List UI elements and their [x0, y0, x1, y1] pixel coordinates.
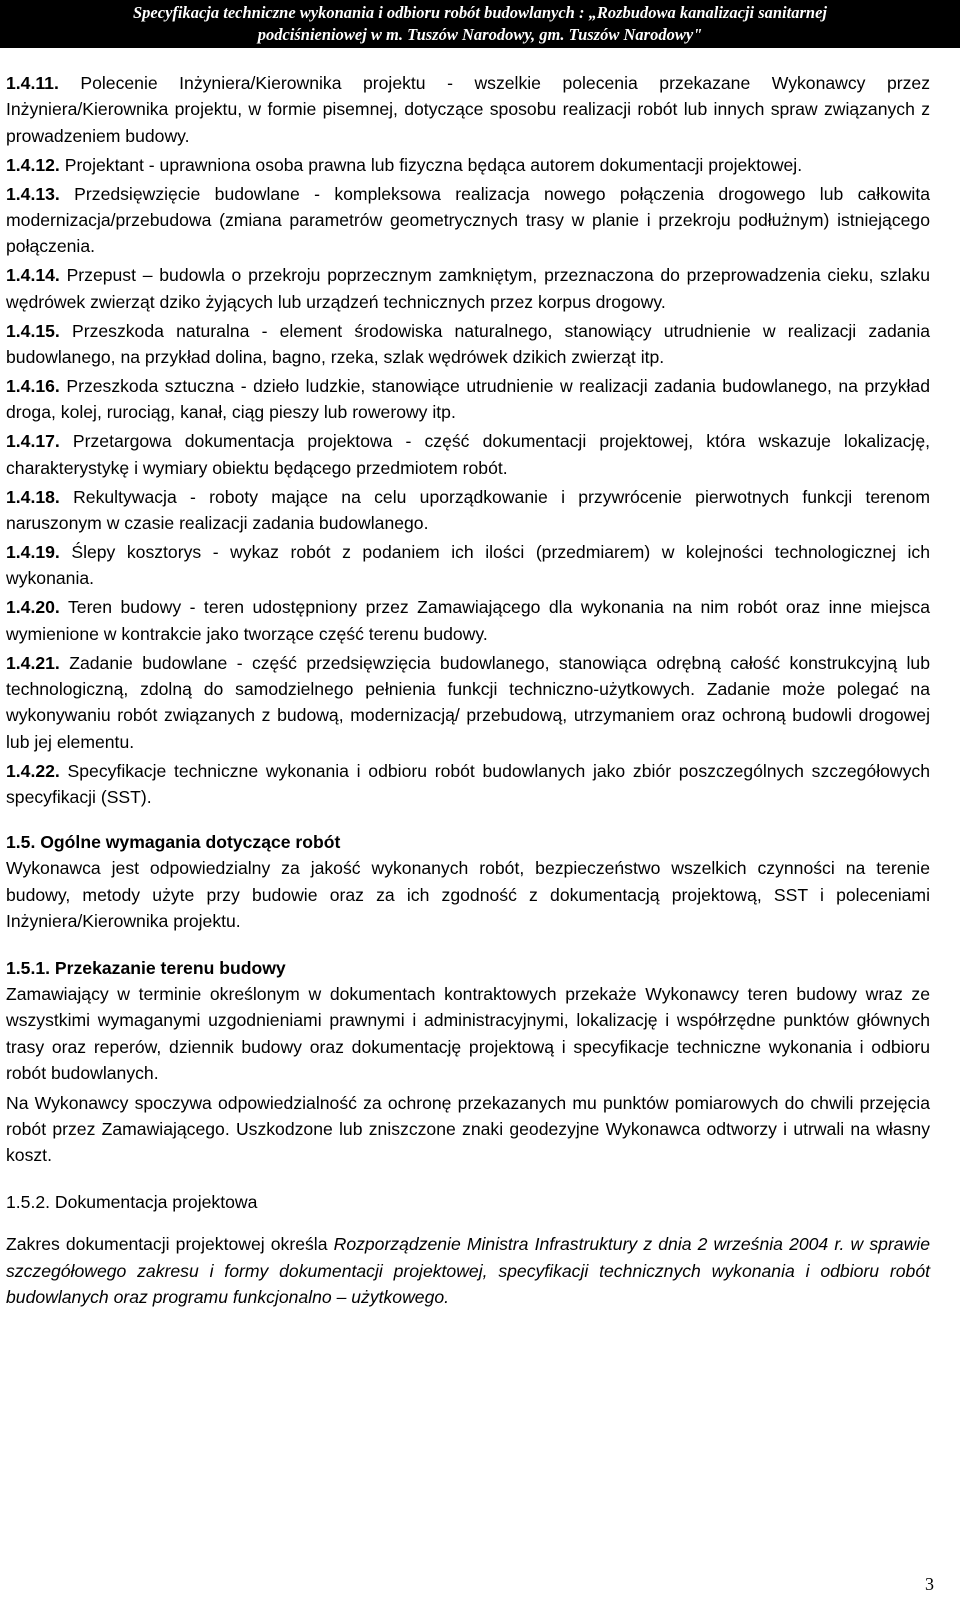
- section-title: Przekazanie terenu budowy: [54, 957, 286, 978]
- section-paragraph: Zamawiający w terminie określonym w dokumentach kontraktowych przekaże Wykonawcy teren budowy wraz ze wszystkimi wymaganymi uzgodnieniami prawnymi i administracyjnymi, lokalizację i współrzędne punktów głównych trasy oraz reperów, dziennik budowy oraz dokumentację projektową i specyfikacje techniczne wykonania i odbioru robót budowlanych.: [6, 984, 930, 1084]
- definition-item: [6, 70, 930, 149]
- definition-item: [6, 650, 930, 756]
- definition-text: Ślepy kosztorys - wykaz robót z podaniem ich ilości (przedmiarem) w kolejności technologicznej ich wykonania.: [6, 541, 931, 589]
- definition-item: [6, 428, 930, 481]
- definition-number: 1.4.18.: [6, 486, 60, 507]
- section-number: 1.5.: [6, 831, 36, 852]
- definition-text: Przepust – budowla o przekroju poprzecznym zamkniętym, przeznaczona do przeprowadzenia cieku, szlaku wędrówek zwierząt dziko żyjących lub urządzeń technicznych przez korpus drogowy.: [6, 265, 930, 312]
- definition-text: Polecenie Inżyniera/Kierownika projektu - wszelkie polecenia przekazane Wykonawcy przez Inżyniera/Kierownika projektu, w formie pisemnej, dotyczące sposobu realizacji robót lub innych spraw związanych z prowadzeniem budowy.: [6, 73, 930, 146]
- section-heading: [6, 955, 930, 981]
- definition-text: Zadanie budowlane - część przedsięwzięcia budowlanego, stanowiąca odrębną całość konstrukcyjną lub technologiczną, zdolną do samodzielnego pełnienia funkcji techniczno-użytkowych. Zadanie może polegać na wykonywaniu robót związanych z budową, modernizacją/ przebudową, utrzymaniem oraz ochroną budowli drogowej lub jej elementu.: [6, 652, 930, 752]
- document-body: [6, 70, 930, 1310]
- definition-number: 1.4.11.: [6, 73, 59, 93]
- section-heading: [6, 1189, 930, 1215]
- definition-text: Przeszkoda sztuczna - dzieło ludzkie, stanowiące utrudnienie w realizacji zadania budowlanego, na przykład droga, kolej, rurociąg, kanał, ciąg pieszy lub rowerowy itp.: [6, 375, 930, 423]
- document-header: [0, 0, 960, 48]
- definition-text: Specyfikacje techniczne wykonania i odbioru robót budowlanych jako zbiór poszczególnych szczegółowych specyfikacji (SST).: [6, 760, 930, 808]
- page-number: 3: [925, 1574, 934, 1594]
- definition-text: Przetargowa dokumentacja projektowa - część dokumentacji projektowej, która wskazuje lokalizację, charakterystykę i wymiary obiektu będącego przedmiotem robót.: [6, 431, 930, 478]
- section-1-5-1: [6, 955, 930, 1169]
- definition-text: Przeszkoda naturalna - element środowiska naturalnego, stanowiący utrudnienie w realizacji zadania budowlanego, na przykład dolina, bagno, rzeka, szlak wędrówek dzikich zwierząt itp.: [6, 320, 931, 368]
- definition-item: [6, 262, 930, 315]
- header-line-2: podciśnieniowej w m. Tuszów Narodowy, gm. Tuszów Narodowy": [257, 25, 703, 44]
- definition-text: Projektant - uprawniona osoba prawna lub fizyczna będąca autorem dokumentacji projektowej.: [64, 154, 803, 175]
- section-title: Ogólne wymagania dotyczące robót: [40, 831, 341, 852]
- definition-text: Rekultywacja - roboty mające na celu uporządkowanie i przywrócenie pierwotnych funkcji terenom naruszonym w czasie realizacji zadania budowlanego.: [6, 486, 930, 533]
- definitions-list: [6, 70, 930, 810]
- section-text: [6, 1231, 930, 1310]
- definition-item: [6, 484, 930, 537]
- section-text-lead: Zakres dokumentacji projektowej określa: [6, 1234, 334, 1255]
- definition-number: 1.4.19.: [6, 541, 60, 562]
- definition-number: 1.4.15.: [6, 320, 60, 341]
- definition-item: [6, 152, 930, 178]
- definition-number: 1.4.16.: [6, 375, 60, 396]
- section-paragraph: Na Wykonawcy spoczywa odpowiedzialność za ochronę przekazanych mu punktów pomiarowych do chwili przejęcia robót przez Zamawiającego. Uszkodzone lub zniszczone znaki geodezyjne Wykonawca odtworzy i utrwali na własny koszt.: [6, 1092, 930, 1166]
- definition-number: 1.4.17.: [6, 431, 60, 452]
- definition-text: Teren budowy - teren udostępniony przez Zamawiającego dla wykonania na nim robót oraz inne miejsca wymienione w kontrakcie jako tworzące część terenu budowy.: [6, 597, 930, 644]
- header-line-1: Specyfikacja techniczne wykonania i odbioru robót budowlanych : „Rozbudowa kanalizacji sanitarnej: [133, 3, 827, 22]
- section-title: Dokumentacja projektowa: [54, 1191, 258, 1212]
- definition-number: 1.4.21.: [6, 652, 60, 673]
- section-number: 1.5.1.: [6, 957, 51, 978]
- definition-item: [6, 594, 930, 647]
- section-number: 1.5.2.: [6, 1191, 51, 1212]
- definition-item: [6, 539, 930, 592]
- definition-item: [6, 318, 930, 371]
- section-text: Wykonawca jest odpowiedzialny za jakość wykonanych robót, bezpieczeństwo wszelkich czynności na terenie budowy, metody użyte przy budowie oraz za ich zgodność z dokumentacją projektową, SST i poleceniami Inżyniera/Kierownika projektu.: [6, 858, 930, 932]
- definition-item: [6, 373, 930, 426]
- definition-item: [6, 758, 930, 811]
- regulation-reference: Rozporządzenie Ministra Infrastruktury z dnia 2 września 2004 r. w sprawie szczegółowego zakresu i formy dokumentacji projektowej, specyfikacji technicznych wykonania i odbioru robót budowlanych oraz programu funkcjonalno – użytkowego.: [6, 1234, 930, 1308]
- definition-number: 1.4.14.: [6, 265, 60, 286]
- definition-number: 1.4.20.: [6, 597, 60, 618]
- definition-item: [6, 181, 930, 260]
- definition-number: 1.4.22.: [6, 760, 60, 781]
- definition-number: 1.4.13.: [6, 183, 60, 204]
- section-1-5-2: [6, 1189, 930, 1311]
- definition-text: Przedsięwzięcie budowlane - kompleksowa realizacja nowego połączenia drogowego lub całkowita modernizacja/przebudowa (zmiana parametrów geometrycznych trasy w planie i przekroju podłużnym) istniejącego połączenia.: [6, 183, 930, 257]
- definition-number: 1.4.12.: [6, 154, 60, 175]
- section-1-5: [6, 829, 930, 935]
- section-heading: [6, 829, 930, 855]
